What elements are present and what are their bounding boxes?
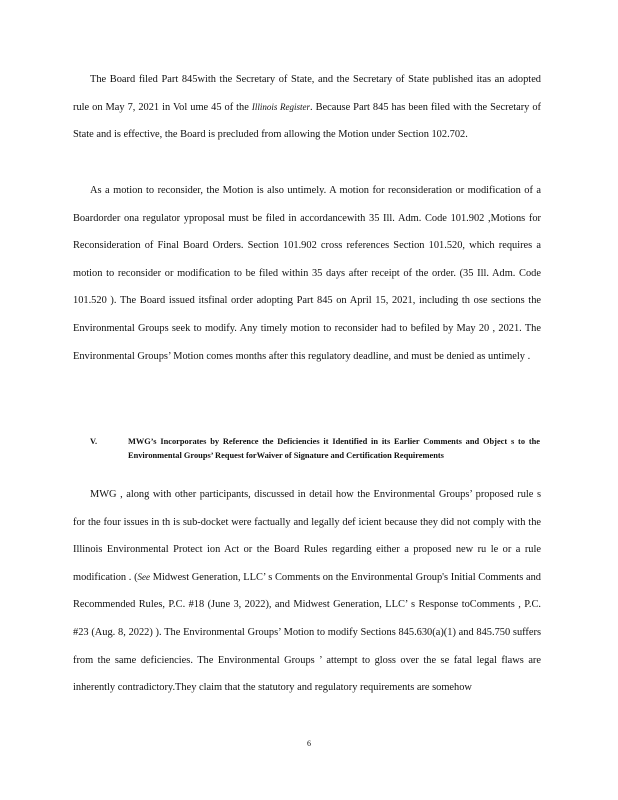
paragraph-mwg-deficiencies	[73, 481, 541, 702]
paragraph-text: As a motion to reconsider, the Motion is also untimely. A motion for reconsideration or modification of a Boardorder ona regulator yproposal must be filed in accordancewith 35 Ill. Adm. Code 101.902 ,Motions for Reconsideration of Final Board Orders. Section 101.902 cross references Section 101.520, which requires a motion to reconsider or modification to be filed within 35 days after receipt of the order. (35 Ill. Adm. Code 101.520 ). The Board issued itsfinal order adopting Part 845 on April 15, 2021, including th ose sections the Environmental Groups seek to modify. Any timely motion to reconsider had to befiled by May 20 , 2021. The Environmental Groups’ Motion comes months after this regulatory deadline, and must be denied as untimely .	[73, 185, 541, 362]
illinois-register-citation: Illinois Register	[251, 101, 310, 112]
paragraph-text: MWG , along with other participants, discussed in detail how the Environmental Groups’ proposed rule s for the four issues in th is sub-docket were factually and legally def icient because they did not comply with the Illinois Environmental Protect ion Act or the Board Rules regarding either a proposed new ru le or a rule modification . (	[73, 489, 541, 583]
paragraph-text: . Because Part 845 has been filed with the Secretary of State and is effective, the Board is precluded from allowing the Motion under Section 102.702.	[73, 101, 541, 141]
paragraph-text: Midwest Generation, LLC’ s Comments on the Environmental Group's Initial Comments and Recommended Rules, P.C. #18 (June 3, 2022), and Midwest Generation, LLC’ s Response toComments , P.C. #23 (Aug. 8, 2022) ). The Environmental Groups’ Motion to modify Sections 845.630(a)(1) and 845.750 suffers from the same deficiencies. The Environmental Groups ’ attempt to gloss over the se fatal legal flaws are inherently contradictory.They claim that the statutory and regulatory requirements are somehow	[73, 571, 541, 694]
paragraph-part-845-filing	[73, 66, 541, 149]
paragraph-untimely-motion	[73, 177, 541, 370]
section-title: MWG’s Incorporates by Reference the Deficiencies it Identified in its Earlier Comments and Object s to the Environmental Groups’ Request forWaiver of Signature and Certification Requirements	[128, 437, 540, 460]
section-number: V.	[90, 437, 98, 446]
page-number: 6	[307, 739, 311, 748]
paragraph-text: The Board filed Part 845with the Secretary of State, and the Secretary of State published itas an adopted rule on May 7, 2021 in Vol ume 45 of the	[73, 74, 541, 113]
see-signal: See	[137, 571, 151, 582]
